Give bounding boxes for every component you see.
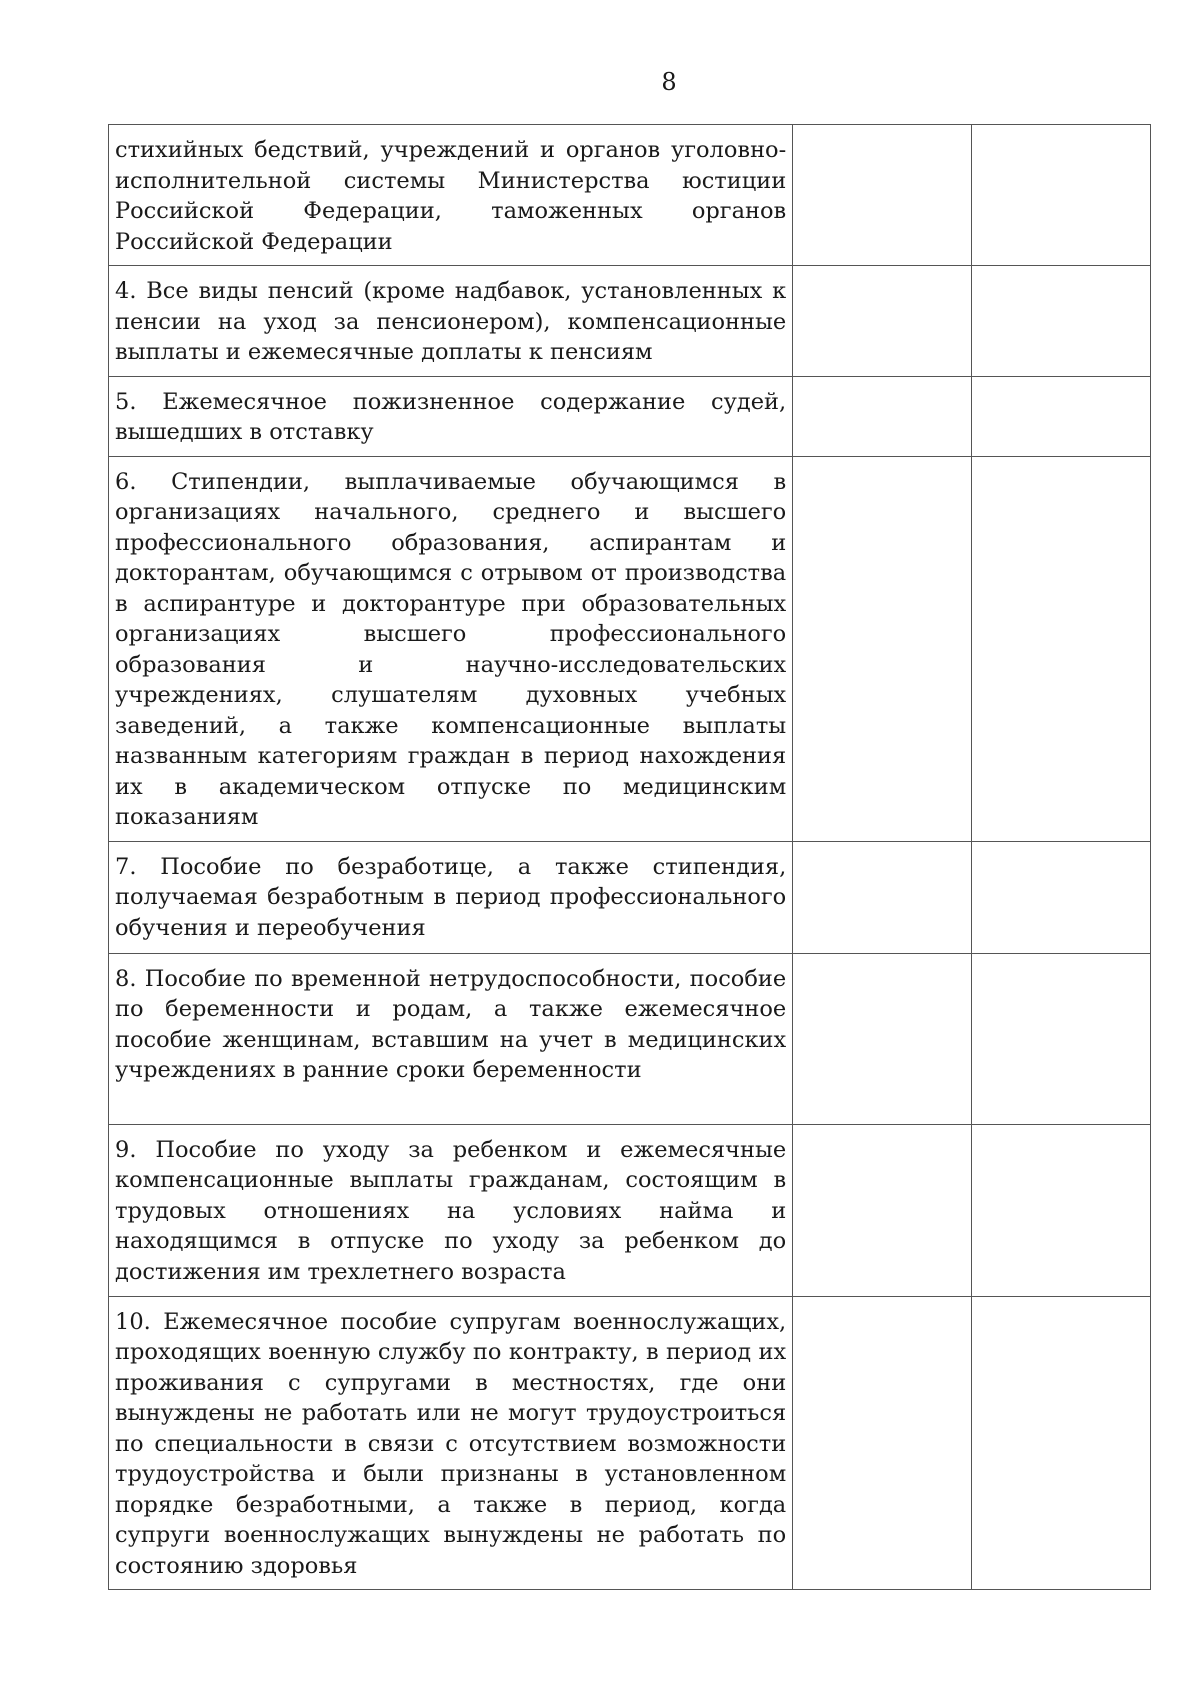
table-cell-text bbox=[109, 266, 793, 377]
table-row bbox=[109, 125, 1151, 266]
table-cell-text bbox=[109, 1124, 793, 1296]
table-row bbox=[109, 1124, 1151, 1296]
table-cell-empty bbox=[972, 376, 1151, 456]
table-cell-text bbox=[109, 1296, 793, 1590]
row-text: 9. Пособие по уходу за ребенком и ежемесячные компенсационные выплаты гражданам, состоящим в трудовых отношениях на условиях найма и находящимся в отпуске по уходу за ребенком до достижения им трехлетнего возраста bbox=[115, 1136, 787, 1285]
table-cell-text bbox=[109, 841, 793, 953]
table-cell-empty bbox=[972, 266, 1151, 377]
row-text: 10. Ежемесячное пособие супругам военнослужащих, проходящих военную службу по контракту, в период их проживания с супругами в местностях, где они вынуждены не работать или не могут трудоустроиться по специальности в связи с отсутствием возможности трудоустройства и были признаны в установленном порядке безработными, а также в период, когда супруги военнослужащих вынуждены не работать по состоянию здоровья bbox=[115, 1308, 787, 1579]
income-types-table bbox=[108, 124, 1151, 1590]
table-cell-text bbox=[109, 125, 793, 266]
table-row bbox=[109, 376, 1151, 456]
table-cell-empty bbox=[793, 1296, 972, 1590]
table-cell-empty bbox=[972, 456, 1151, 841]
table-cell-text bbox=[109, 456, 793, 841]
table-cell-text bbox=[109, 376, 793, 456]
table-cell-empty bbox=[793, 841, 972, 953]
table-cell-empty bbox=[793, 1124, 972, 1296]
table-cell-empty bbox=[972, 1124, 1151, 1296]
table-row bbox=[109, 953, 1151, 1124]
table-row bbox=[109, 1296, 1151, 1590]
table-row bbox=[109, 266, 1151, 377]
table-cell-empty bbox=[972, 953, 1151, 1124]
table-cell-empty bbox=[972, 125, 1151, 266]
row-text: 6. Стипендии, выплачиваемые обучающимся в организациях начального, среднего и высшего профессионального образования, аспирантам и докторантам, обучающимся с отрывом от производства в аспирантуре и докторантуре при образовательных организациях высшего профессионального образования и научно-исследовательских учреждениях, слушателям духовных учебных заведений, а также компенсационные выплаты названным категориям граждан в период нахождения их в академическом отпуске по медицинским показаниям bbox=[115, 468, 787, 830]
row-text: 4. Все виды пенсий (кроме надбавок, установленных к пенсии на уход за пенсионером), компенсационные выплаты и ежемесячные доплаты к пенсиям bbox=[115, 278, 787, 365]
row-text: 8. Пособие по временной нетрудоспособности, пособие по беременности и родам, а также ежемесячное пособие женщинам, вставшим на учет в медицинских учреждениях в ранние сроки беременности bbox=[115, 965, 787, 1083]
table-cell-empty bbox=[793, 125, 972, 266]
table-cell-empty bbox=[972, 841, 1151, 953]
table-row bbox=[109, 841, 1151, 953]
table-cell-empty bbox=[793, 456, 972, 841]
table-row bbox=[109, 456, 1151, 841]
row-text: 5. Ежемесячное пожизненное содержание судей, вышедших в отставку bbox=[115, 388, 787, 445]
table-cell-empty bbox=[793, 266, 972, 377]
row-text: стихийных бедствий, учреждений и органов уголовно-исполнительной системы Министерства юстиции Российской Федерации, таможенных органов Российской Федерации bbox=[115, 137, 787, 255]
row-text: 7. Пособие по безработице, а также стипендия, получаемая безработным в период профессионального обучения и переобучения bbox=[115, 853, 787, 941]
table-cell-empty bbox=[972, 1296, 1151, 1590]
table-cell-text bbox=[109, 953, 793, 1124]
page-number: 8 bbox=[661, 68, 677, 96]
table-cell-empty bbox=[793, 953, 972, 1124]
table-cell-empty bbox=[793, 376, 972, 456]
